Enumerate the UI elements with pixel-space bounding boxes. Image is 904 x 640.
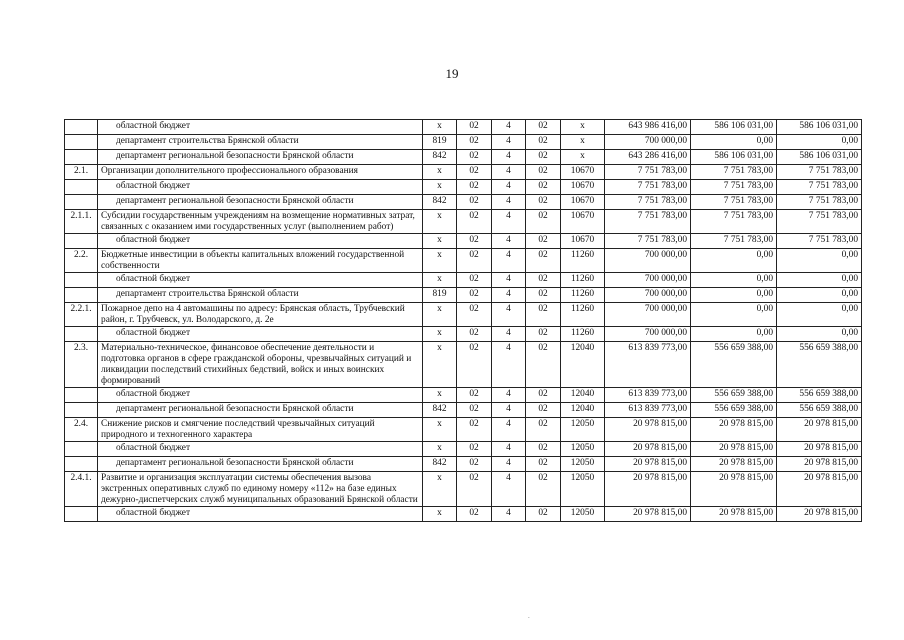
section-code-cell: 02: [457, 210, 492, 234]
subsection-code-cell: 4: [492, 507, 526, 522]
amount-year3-cell: 586 106 031,00: [777, 150, 862, 165]
ministry-code-cell: 842: [423, 403, 457, 418]
amount-year2-cell: 20 978 815,00: [691, 457, 777, 472]
amount-year2-cell: 20 978 815,00: [691, 507, 777, 522]
program-code-cell: 02: [526, 195, 561, 210]
amount-year1-cell: 700 000,00: [605, 273, 691, 288]
table-row: [65, 180, 862, 195]
section-code-cell: 02: [457, 195, 492, 210]
section-code-cell: 02: [457, 388, 492, 403]
article-code-cell: 12050: [561, 507, 605, 522]
ministry-code-cell: x: [423, 120, 457, 135]
table-row: [65, 472, 862, 507]
ministry-code-cell: 842: [423, 195, 457, 210]
article-code-cell: x: [561, 135, 605, 150]
table-row: [65, 403, 862, 418]
program-code-cell: 02: [526, 403, 561, 418]
amount-year2-cell: 0,00: [691, 303, 777, 327]
subsection-code-cell: 4: [492, 457, 526, 472]
amount-year1-cell: 613 839 773,00: [605, 388, 691, 403]
program-code-cell: 02: [526, 120, 561, 135]
section-code-cell: 02: [457, 342, 492, 388]
row-number-cell: 2.2.1.: [65, 303, 98, 327]
row-number-cell: 2.1.1.: [65, 210, 98, 234]
section-code-cell: 02: [457, 234, 492, 249]
row-number-cell: 2.4.: [65, 418, 98, 442]
table-row: [65, 150, 862, 165]
amount-year2-cell: 20 978 815,00: [691, 418, 777, 442]
article-code-cell: 11260: [561, 303, 605, 327]
section-code-cell: 02: [457, 135, 492, 150]
article-code-cell: 10670: [561, 180, 605, 195]
section-code-cell: 02: [457, 180, 492, 195]
subsection-code-cell: 4: [492, 442, 526, 457]
article-code-cell: 10670: [561, 210, 605, 234]
row-number-cell: 2.3.: [65, 342, 98, 388]
amount-year3-cell: 7 751 783,00: [777, 180, 862, 195]
subsection-code-cell: 4: [492, 388, 526, 403]
article-code-cell: x: [561, 150, 605, 165]
section-code-cell: 02: [457, 303, 492, 327]
program-code-cell: 02: [526, 418, 561, 442]
article-code-cell: 12040: [561, 342, 605, 388]
section-code-cell: 02: [457, 273, 492, 288]
row-name-cell: департамент строительства Брянской области: [98, 288, 423, 303]
section-code-cell: 02: [457, 327, 492, 342]
amount-year1-cell: 7 751 783,00: [605, 234, 691, 249]
subsection-code-cell: 4: [492, 150, 526, 165]
amount-year2-cell: 556 659 388,00: [691, 342, 777, 388]
amount-year1-cell: 700 000,00: [605, 249, 691, 273]
subsection-code-cell: 4: [492, 472, 526, 507]
section-code-cell: 02: [457, 418, 492, 442]
row-name-cell: Субсидии государственным учреждениям на возмещение нормативных затрат, связанных с оказанием ими государственных услуг (выполнением работ): [98, 210, 423, 234]
amount-year2-cell: 556 659 388,00: [691, 388, 777, 403]
table-row: [65, 418, 862, 442]
amount-year1-cell: 7 751 783,00: [605, 180, 691, 195]
amount-year1-cell: 700 000,00: [605, 327, 691, 342]
subsection-code-cell: 4: [492, 234, 526, 249]
table-row: [65, 120, 862, 135]
amount-year1-cell: 7 751 783,00: [605, 165, 691, 180]
article-code-cell: 12040: [561, 403, 605, 418]
amount-year2-cell: 0,00: [691, 249, 777, 273]
row-name-cell: департамент региональной безопасности Брянской области: [98, 195, 423, 210]
amount-year3-cell: 20 978 815,00: [777, 507, 862, 522]
subsection-code-cell: 4: [492, 303, 526, 327]
scan-mark: .: [528, 612, 530, 620]
row-name-cell: Материально-техническое, финансовое обеспечение деятельности и подготовка органов в сфере гражданской обороны, чрезвычайных ситуаций и ликвидации последствий стихийных бедствий, войск и иных воинских формирований: [98, 342, 423, 388]
amount-year3-cell: 20 978 815,00: [777, 418, 862, 442]
amount-year2-cell: 556 659 388,00: [691, 403, 777, 418]
article-code-cell: 12050: [561, 442, 605, 457]
table-row: [65, 234, 862, 249]
row-name-cell: областной бюджет: [98, 120, 423, 135]
subsection-code-cell: 4: [492, 288, 526, 303]
table-row: [65, 165, 862, 180]
row-name-cell: департамент региональной безопасности Брянской области: [98, 457, 423, 472]
row-name-cell: Снижение рисков и смягчение последствий чрезвычайных ситуаций природного и техногенного характера: [98, 418, 423, 442]
article-code-cell: 12050: [561, 418, 605, 442]
subsection-code-cell: 4: [492, 249, 526, 273]
section-code-cell: 02: [457, 249, 492, 273]
subsection-code-cell: 4: [492, 342, 526, 388]
subsection-code-cell: 4: [492, 135, 526, 150]
amount-year3-cell: 0,00: [777, 249, 862, 273]
row-number-cell: [65, 388, 98, 403]
article-code-cell: 12050: [561, 472, 605, 507]
program-code-cell: 02: [526, 135, 561, 150]
ministry-code-cell: x: [423, 273, 457, 288]
program-code-cell: 02: [526, 249, 561, 273]
ministry-code-cell: x: [423, 418, 457, 442]
amount-year3-cell: 0,00: [777, 273, 862, 288]
program-code-cell: 02: [526, 273, 561, 288]
page-number: 19: [445, 66, 459, 81]
amount-year1-cell: 20 978 815,00: [605, 457, 691, 472]
amount-year2-cell: 7 751 783,00: [691, 180, 777, 195]
section-code-cell: 02: [457, 403, 492, 418]
ministry-code-cell: x: [423, 249, 457, 273]
row-number-cell: [65, 120, 98, 135]
subsection-code-cell: 4: [492, 403, 526, 418]
amount-year2-cell: 7 751 783,00: [691, 195, 777, 210]
amount-year1-cell: 700 000,00: [605, 303, 691, 327]
subsection-code-cell: 4: [492, 210, 526, 234]
table-row: [65, 327, 862, 342]
row-number-cell: [65, 507, 98, 522]
amount-year3-cell: 556 659 388,00: [777, 403, 862, 418]
ministry-code-cell: x: [423, 303, 457, 327]
amount-year3-cell: 0,00: [777, 135, 862, 150]
row-name-cell: областной бюджет: [98, 388, 423, 403]
amount-year2-cell: 7 751 783,00: [691, 165, 777, 180]
row-number-cell: [65, 403, 98, 418]
table-row: [65, 210, 862, 234]
amount-year1-cell: 613 839 773,00: [605, 403, 691, 418]
row-name-cell: Пожарное депо на 4 автомашины по адресу: Брянская область, Трубчевский район, г. Трубчевск, ул. Володарского, д. 2е: [98, 303, 423, 327]
subsection-code-cell: 4: [492, 195, 526, 210]
ministry-code-cell: x: [423, 327, 457, 342]
program-code-cell: 02: [526, 388, 561, 403]
table-row: [65, 442, 862, 457]
amount-year2-cell: 0,00: [691, 327, 777, 342]
article-code-cell: 12040: [561, 388, 605, 403]
row-number-cell: [65, 180, 98, 195]
row-number-cell: 2.2.: [65, 249, 98, 273]
ministry-code-cell: 842: [423, 457, 457, 472]
row-number-cell: [65, 150, 98, 165]
ministry-code-cell: x: [423, 234, 457, 249]
amount-year1-cell: 613 839 773,00: [605, 342, 691, 388]
amount-year2-cell: 20 978 815,00: [691, 442, 777, 457]
amount-year2-cell: 586 106 031,00: [691, 120, 777, 135]
ministry-code-cell: 819: [423, 135, 457, 150]
row-number-cell: 2.1.: [65, 165, 98, 180]
row-name-cell: Организации дополнительного профессионального образования: [98, 165, 423, 180]
amount-year1-cell: 700 000,00: [605, 135, 691, 150]
row-number-cell: [65, 234, 98, 249]
article-code-cell: 11260: [561, 273, 605, 288]
subsection-code-cell: 4: [492, 273, 526, 288]
table-row: [65, 249, 862, 273]
amount-year1-cell: 643 986 416,00: [605, 120, 691, 135]
table-row: [65, 388, 862, 403]
amount-year1-cell: 643 286 416,00: [605, 150, 691, 165]
row-name-cell: областной бюджет: [98, 234, 423, 249]
row-number-cell: [65, 442, 98, 457]
amount-year1-cell: 20 978 815,00: [605, 418, 691, 442]
amount-year2-cell: 7 751 783,00: [691, 234, 777, 249]
program-code-cell: 02: [526, 288, 561, 303]
ministry-code-cell: x: [423, 388, 457, 403]
table-row: [65, 457, 862, 472]
article-code-cell: 10670: [561, 195, 605, 210]
subsection-code-cell: 4: [492, 120, 526, 135]
row-name-cell: областной бюджет: [98, 507, 423, 522]
amount-year3-cell: 7 751 783,00: [777, 210, 862, 234]
amount-year1-cell: 7 751 783,00: [605, 195, 691, 210]
section-code-cell: 02: [457, 442, 492, 457]
amount-year2-cell: 0,00: [691, 273, 777, 288]
program-code-cell: 02: [526, 150, 561, 165]
article-code-cell: 10670: [561, 165, 605, 180]
row-name-cell: областной бюджет: [98, 180, 423, 195]
program-code-cell: 02: [526, 507, 561, 522]
row-name-cell: областной бюджет: [98, 327, 423, 342]
amount-year3-cell: 556 659 388,00: [777, 388, 862, 403]
ministry-code-cell: 842: [423, 150, 457, 165]
ministry-code-cell: x: [423, 180, 457, 195]
program-code-cell: 02: [526, 472, 561, 507]
subsection-code-cell: 4: [492, 165, 526, 180]
amount-year1-cell: 20 978 815,00: [605, 507, 691, 522]
table-row: [65, 507, 862, 522]
row-number-cell: [65, 288, 98, 303]
amount-year3-cell: 7 751 783,00: [777, 165, 862, 180]
row-name-cell: департамент региональной безопасности Брянской области: [98, 403, 423, 418]
table-row: [65, 342, 862, 388]
table-row: [65, 303, 862, 327]
section-code-cell: 02: [457, 472, 492, 507]
amount-year3-cell: 20 978 815,00: [777, 457, 862, 472]
amount-year3-cell: 20 978 815,00: [777, 442, 862, 457]
ministry-code-cell: 819: [423, 288, 457, 303]
section-code-cell: 02: [457, 288, 492, 303]
amount-year1-cell: 700 000,00: [605, 288, 691, 303]
ministry-code-cell: x: [423, 210, 457, 234]
amount-year3-cell: 0,00: [777, 303, 862, 327]
row-number-cell: [65, 273, 98, 288]
amount-year2-cell: 586 106 031,00: [691, 150, 777, 165]
program-code-cell: 02: [526, 165, 561, 180]
ministry-code-cell: x: [423, 165, 457, 180]
amount-year1-cell: 20 978 815,00: [605, 442, 691, 457]
row-number-cell: [65, 135, 98, 150]
amount-year1-cell: 7 751 783,00: [605, 210, 691, 234]
amount-year3-cell: 586 106 031,00: [777, 120, 862, 135]
article-code-cell: 10670: [561, 234, 605, 249]
table-row: [65, 273, 862, 288]
amount-year3-cell: 0,00: [777, 288, 862, 303]
row-number-cell: [65, 327, 98, 342]
row-name-cell: Бюджетные инвестиции в объекты капитальных вложений государственной собственности: [98, 249, 423, 273]
program-code-cell: 02: [526, 303, 561, 327]
amount-year2-cell: 0,00: [691, 288, 777, 303]
ministry-code-cell: x: [423, 342, 457, 388]
program-code-cell: 02: [526, 210, 561, 234]
section-code-cell: 02: [457, 150, 492, 165]
amount-year2-cell: 7 751 783,00: [691, 210, 777, 234]
table-body: [65, 120, 862, 522]
program-code-cell: 02: [526, 342, 561, 388]
table-row: [65, 135, 862, 150]
budget-table: [64, 119, 862, 522]
amount-year3-cell: 20 978 815,00: [777, 472, 862, 507]
program-code-cell: 02: [526, 457, 561, 472]
section-code-cell: 02: [457, 165, 492, 180]
amount-year2-cell: 0,00: [691, 135, 777, 150]
section-code-cell: 02: [457, 120, 492, 135]
row-name-cell: областной бюджет: [98, 273, 423, 288]
row-number-cell: 2.4.1.: [65, 472, 98, 507]
program-code-cell: 02: [526, 180, 561, 195]
article-code-cell: 11260: [561, 288, 605, 303]
row-name-cell: департамент региональной безопасности Брянской области: [98, 150, 423, 165]
row-number-cell: [65, 195, 98, 210]
article-code-cell: x: [561, 120, 605, 135]
section-code-cell: 02: [457, 457, 492, 472]
amount-year3-cell: 0,00: [777, 327, 862, 342]
table-row: [65, 195, 862, 210]
ministry-code-cell: x: [423, 472, 457, 507]
amount-year1-cell: 20 978 815,00: [605, 472, 691, 507]
article-code-cell: 11260: [561, 327, 605, 342]
amount-year3-cell: 7 751 783,00: [777, 195, 862, 210]
row-name-cell: Развитие и организация эксплуатации системы обеспечения вызова экстренных оперативных служб по единому номеру «112» на базе единых дежурно-диспетчерских служб муниципальных образований Брянской области: [98, 472, 423, 507]
row-number-cell: [65, 457, 98, 472]
subsection-code-cell: 4: [492, 327, 526, 342]
row-name-cell: областной бюджет: [98, 442, 423, 457]
program-code-cell: 02: [526, 234, 561, 249]
article-code-cell: 11260: [561, 249, 605, 273]
subsection-code-cell: 4: [492, 180, 526, 195]
program-code-cell: 02: [526, 442, 561, 457]
table-row: [65, 288, 862, 303]
program-code-cell: 02: [526, 327, 561, 342]
amount-year3-cell: 7 751 783,00: [777, 234, 862, 249]
row-name-cell: департамент строительства Брянской области: [98, 135, 423, 150]
amount-year3-cell: 556 659 388,00: [777, 342, 862, 388]
article-code-cell: 12050: [561, 457, 605, 472]
section-code-cell: 02: [457, 507, 492, 522]
ministry-code-cell: x: [423, 507, 457, 522]
subsection-code-cell: 4: [492, 418, 526, 442]
ministry-code-cell: x: [423, 442, 457, 457]
amount-year2-cell: 20 978 815,00: [691, 472, 777, 507]
